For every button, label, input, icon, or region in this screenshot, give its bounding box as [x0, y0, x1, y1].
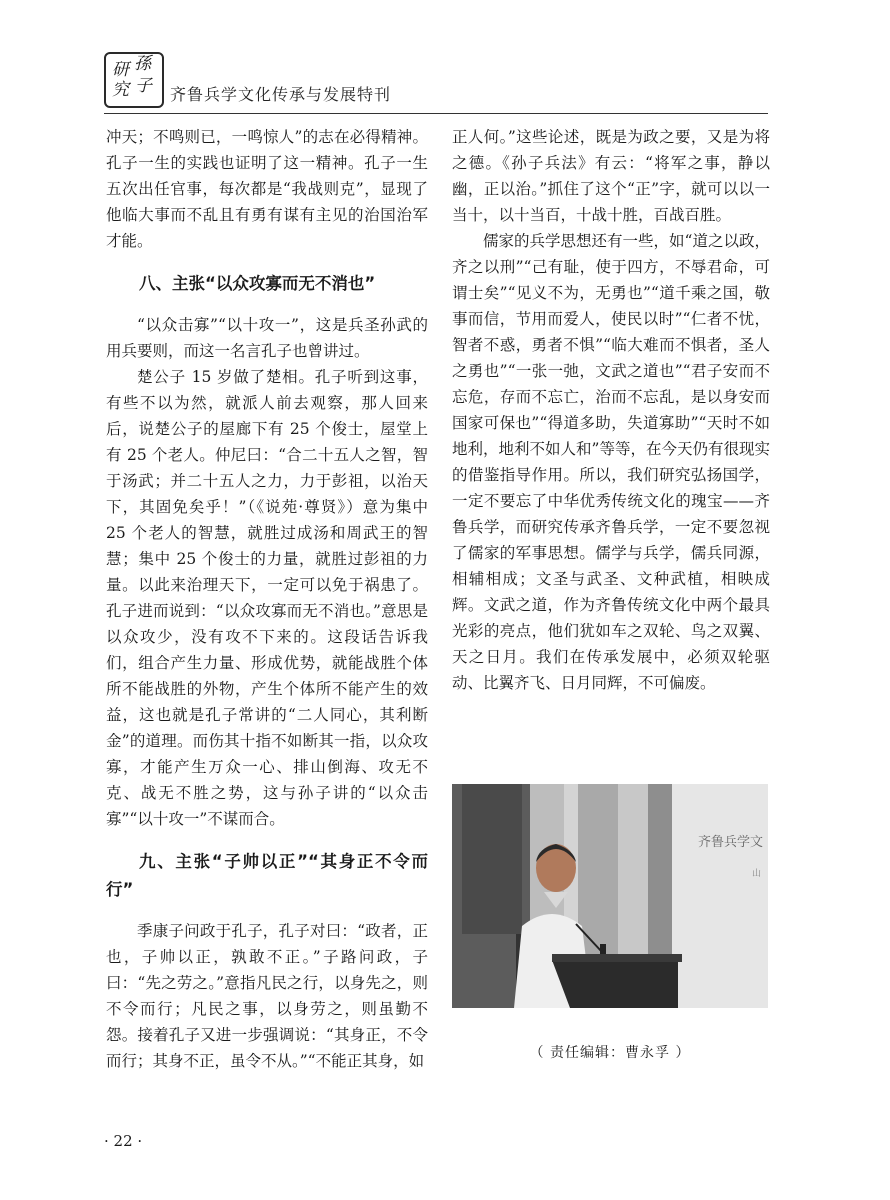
- editor-caption: （ 责任编辑：曹永孚 ）: [529, 1045, 691, 1061]
- logo-char: 子: [135, 76, 152, 96]
- paragraph: 季康子问政于孔子，孔子对曰：“政者，正也，子帅以正，孰敢不正。”子路问政，子曰：“先之劳之。”意指凡民之行，以身先之，则不令而行；凡民之事，以身劳之，则虽勤不怨。接着孔子又进一步强调说：“其身正，不令而行；其身不正，虽令不从。”“不能正其身，如: [106, 922, 428, 1070]
- logo-char: 研: [112, 60, 129, 80]
- speaker-photo: [452, 784, 768, 1008]
- paragraph: “以众击寡”“以十攻一”，这是兵圣孙武的用兵要则，而这一名言孔子也曾讲过。: [106, 316, 428, 360]
- logo-char: 究: [112, 80, 129, 100]
- paragraph: 冲天；不鸣则已，一鸣惊人”的志在必得精神。孔子一生的实践也证明了这一精神。孔子一生五次出任官事，每次都是“我战则克”，显现了他临大事而不乱且有勇有谋有主见的治国治军才能。: [106, 128, 428, 250]
- paragraph: 儒家的兵学思想还有一些，如“道之以政，齐之以刑”“己有耻，使于四方，不辱君命，可谓士矣”“见义不为，无勇也”“道千乘之国，敬事而信，节用而爱人，使民以时”“仁者不忧，智者不惑，勇者不惧”“临大难而不惧者，圣人之勇也”“一张一弛，文武之道也”“君子安而不忘危，存而不忘亡，治而不忘乱，是以身安而国家可保也”“得道多助，失道寡助”“天时不如地利，地利不如人和”等等，在今天仍有很现实的借鉴指导作用。所以，我们研究弘扬国学，一定不要忘了中华优秀传统文化的瑰宝——齐鲁兵学，而研究传承齐鲁兵学，一定不要忽视了儒家的军事思想。儒学与兵学，儒兵同源，相辅相成；文圣与武圣、文种武植，相映成辉。文武之道，作为齐鲁传统文化中两个最具光彩的亮点，他们犹如车之双轮、鸟之双翼、天之日月。我们在传承发展中，必须双轮驱动、比翼齐飞、日月同辉，不可偏废。: [452, 232, 770, 692]
- page-header: [104, 52, 768, 114]
- journal-logo: [104, 52, 164, 108]
- journal-title: 齐鲁兵学文化传承与发展特刊: [170, 85, 392, 104]
- header-divider: [104, 113, 768, 114]
- section-heading-8: 八、主张“以众攻寡而无不消也”: [139, 274, 376, 293]
- section-heading-9: 九、主张“子帅以正”“其身正不令而行”: [106, 852, 428, 899]
- page-number: · 22 ·: [104, 1132, 143, 1150]
- left-column: [106, 124, 428, 1074]
- banner-subtext: 山: [752, 869, 762, 879]
- logo-char: 孫: [134, 54, 151, 74]
- banner-text: 齐鲁兵学文: [698, 835, 764, 850]
- paragraph: 楚公子 15 岁做了楚相。孔子听到这事，有些不以为然，就派人前去观察，那人回来后，说楚公子的屋廊下有 25 个俊士，屋堂上有 25 个老人。仲尼曰：“合二十五人之智，智于汤武；并二十五人之力，力于彭祖，以治天下，其固免矣乎！”（《说苑·尊贤》）意为集中 25 个老人的智慧，就胜过成汤和周武王的智慧；集中 25 个俊士的力量，就胜过彭祖的力量。以此来治理天下，一定可以免于祸患了。孔子进而说到：“以众攻寡而无不消也。”意思是以众攻少，没有攻不下来的。这段话告诉我们，组合产生力量、形成优势，就能战胜个体所不能战胜的外物，产生个体所不能产生的效益，这也就是孔子常讲的“二人同心，其利断金”的道理。而伤其十指不如断其一指，以众攻寡，才能产生万众一心、排山倒海、攻无不克、战无不胜之势，这与孙子讲的“以众击寡”“以十攻一”不谋而合。: [106, 368, 428, 828]
- paragraph: 正人何。”这些论述，既是为政之要，又是为将之德。《孙子兵法》有云：“将军之事，静以幽，正以治。”抓住了这个“正”字，就可以以一当十，以十当百，十战十胜，百战百胜。: [452, 128, 770, 224]
- speaker-photo-illustration: [452, 784, 768, 1008]
- right-column: [452, 124, 770, 696]
